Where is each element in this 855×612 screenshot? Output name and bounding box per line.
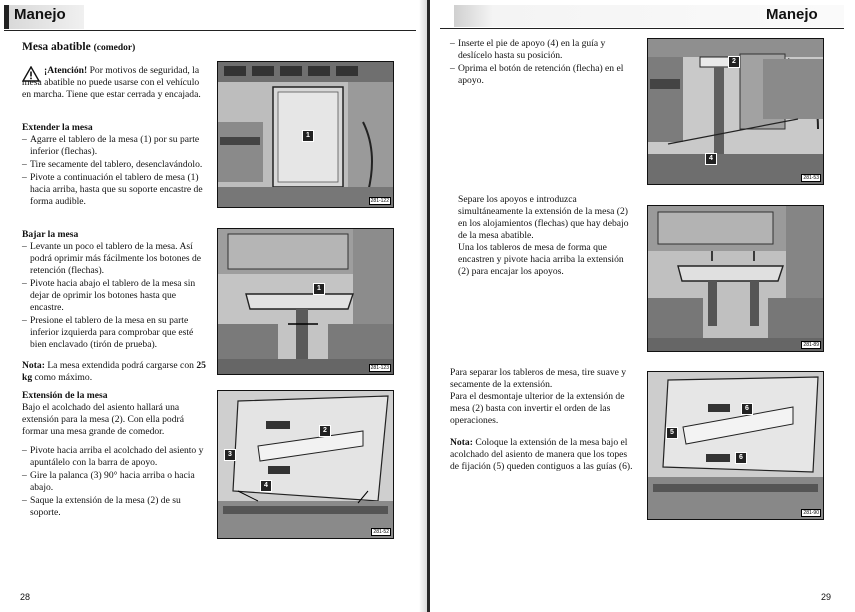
list-item: – Tire secamente del tablero, desenclavándolo. <box>22 159 204 171</box>
figure-code: 281-53 <box>803 175 819 181</box>
header-title-left: Manejo <box>14 6 66 23</box>
section-title: Mesa abatible (comedor) <box>22 41 136 53</box>
figure-table-lowered <box>217 228 394 375</box>
header-rule-right <box>440 28 844 29</box>
callout: 4 <box>705 153 717 165</box>
callout: 5 <box>666 427 678 439</box>
extension-heading: Extensión de la mesa <box>22 390 108 401</box>
figure-code: 281-90 <box>803 510 819 516</box>
paragraph: Una los tableros de mesa de forma que encastren y pivote hacia arriba la extensión (2) para encajar los apoyos. <box>458 242 624 277</box>
callout: 3 <box>224 449 236 461</box>
figure-joined-tables <box>647 205 824 352</box>
figure-extension-placement <box>647 371 824 520</box>
callout: 4 <box>260 480 272 492</box>
list-item: – Oprima el botón de retención (flecha) en el apoyo. <box>450 63 630 87</box>
paragraph: Para el desmontaje ulterior de la extensión de mesa (2) basta con invertir el orden de las operaciones. <box>450 391 625 426</box>
list-item: – Levante un poco el tablero de la mesa. Así podrá oprimir más fácilmente los botones de retención (flechas). <box>22 241 208 277</box>
gutter-shadow-left <box>419 0 427 612</box>
figure-extension-storage <box>217 390 394 539</box>
warning-text: ¡Atención! Por motivos de seguridad, la mesa abatible no puede usarse con el vehículo en marcha. Tiene que estar cerrada y encajada. <box>22 65 201 100</box>
callout: 1 <box>313 283 325 295</box>
list-item: – Presione el tablero de la mesa en su parte inferior izquierda para comprobar que esté bien enclavado (tirón de prueba). <box>22 315 208 351</box>
paragraph: Para separar los tableros de mesa, tire suave y secamente de la extensión. <box>450 367 627 390</box>
extension-block <box>22 390 208 520</box>
note-right: Nota: Coloque la extensión de la mesa bajo el acolchado del asiento de manera que los topes de fijación (5) queden contiguos a las guías (6). <box>450 437 633 472</box>
figure-table-folded <box>217 61 394 208</box>
figure-code: 281-122 <box>370 198 389 204</box>
extend-heading: Extender la mesa <box>22 122 93 133</box>
header-title-right: Manejo <box>766 6 818 23</box>
note-left: Nota: La mesa extendida podrá cargarse con 25 kg como máximo. <box>22 360 206 383</box>
list-item: – Gire la palanca (3) 90° hacia arriba o hacia abajo. <box>22 470 208 494</box>
right-block-3 <box>450 367 636 427</box>
list-item: – Pivote hacia arriba el acolchado del asiento y apuntálelo con la barra de apoyo. <box>22 445 208 469</box>
list-item: – Saque la extensión de la mesa (2) de su soporte. <box>22 495 208 519</box>
page-number-right: 29 <box>821 592 832 602</box>
lower-heading: Bajar la mesa <box>22 229 79 240</box>
lower-block <box>22 229 208 352</box>
list-item: – Agarre el tablero de la mesa (1) por su parte inferior (flechas). <box>22 134 204 158</box>
extend-block <box>22 122 204 209</box>
figure-code: 281-123 <box>370 365 389 371</box>
right-page <box>430 0 855 612</box>
callout: 2 <box>319 425 331 437</box>
figure-code: 281-52 <box>373 529 389 535</box>
callout: 2 <box>728 56 740 68</box>
page-number-left: 28 <box>20 592 31 602</box>
callout: 6 <box>735 452 747 464</box>
right-block-2 <box>458 194 633 278</box>
list-item: – Inserte el pie de apoyo (4) en la guía y deslícelo hasta su posición. <box>450 38 630 62</box>
extension-intro: Bajo el acolchado del asiento hallará una extensión para la mesa (2). Con ella podrá formar una mesa grande de comedor. <box>22 402 184 437</box>
figure-code: 281-89 <box>803 342 819 348</box>
header-rule-left <box>4 30 416 31</box>
callout: 6 <box>741 403 753 415</box>
figure-support-foot <box>647 38 824 185</box>
paragraph: Separe los apoyos e introduzca simultáneamente la extensión de la mesa (2) en los alojamientos (flechas) que hay debajo de la mesa abatible. <box>458 194 629 241</box>
list-item: – Pivote a continuación el tablero de mesa (1) hacia arriba, hasta que su soporte encastre de forma audible. <box>22 172 204 208</box>
callout: 1 <box>302 130 314 142</box>
right-block-1 <box>450 38 630 88</box>
list-item: – Pivote hacia abajo el tablero de la mesa sin dejar de oprimir los botones hasta que encastre. <box>22 278 208 314</box>
